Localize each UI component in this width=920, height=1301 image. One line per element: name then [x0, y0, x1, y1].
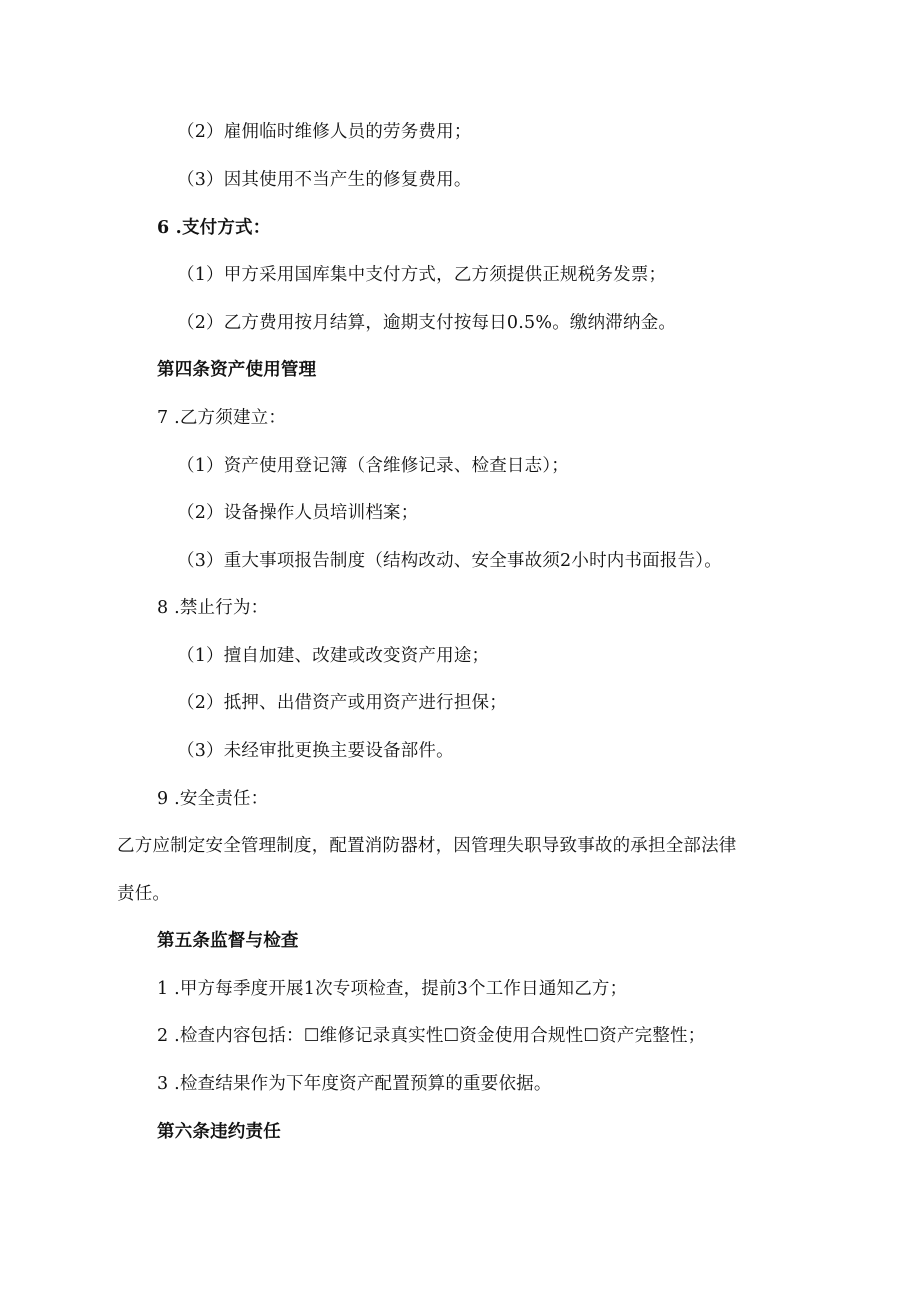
- article-heading: 第五条监督与检查: [157, 931, 299, 951]
- list-item: （1）擅自加建、改建或改变资产用途；: [177, 646, 490, 666]
- list-item: （2）乙方费用按月结算，逾期支付按每日0.5%。缴纳滞纳金。: [177, 313, 677, 333]
- list-item: （3）重大事项报告制度（结构改动、安全事故须2小时内书面报告）。: [177, 551, 722, 571]
- section-heading: 7 .乙方须建立：: [157, 408, 287, 428]
- list-item: （2）设备操作人员培训档案；: [177, 503, 419, 523]
- list-item: 1 .甲方每季度开展1次专项检查，提前3个工作日通知乙方；: [157, 979, 628, 999]
- section-heading: 9 .安全责任：: [157, 789, 269, 809]
- list-item: （2）雇佣临时维修人员的劳务费用；: [177, 122, 472, 142]
- article-heading: 第四条资产使用管理: [157, 360, 317, 380]
- list-item: （3）未经审批更换主要设备部件。: [177, 741, 454, 761]
- article-heading: 第六条违约责任: [157, 1122, 281, 1142]
- list-item: 2 .检查内容包括：☐维修记录真实性☐资金使用合规性☐资产完整性；: [157, 1026, 706, 1046]
- list-item: （1）资产使用登记簿（含维修记录、检查日志）；: [177, 456, 569, 476]
- list-item: 3 .检查结果作为下年度资产配置预算的重要依据。: [157, 1074, 552, 1094]
- list-item: （3）因其使用不当产生的修复费用。: [177, 170, 472, 190]
- section-heading: 8 .禁止行为：: [157, 598, 269, 618]
- section-heading: 6 .支付方式：: [157, 218, 271, 238]
- list-item: （2）抵押、出借资产或用资产进行担保；: [177, 693, 507, 713]
- paragraph-line: 乙方应制定安全管理制度，配置消防器材，因管理失职导致事故的承担全部法律: [117, 836, 737, 856]
- paragraph-line: 责任。: [117, 884, 171, 904]
- list-item: （1）甲方采用国库集中支付方式，乙方须提供正规税务发票；: [177, 265, 667, 285]
